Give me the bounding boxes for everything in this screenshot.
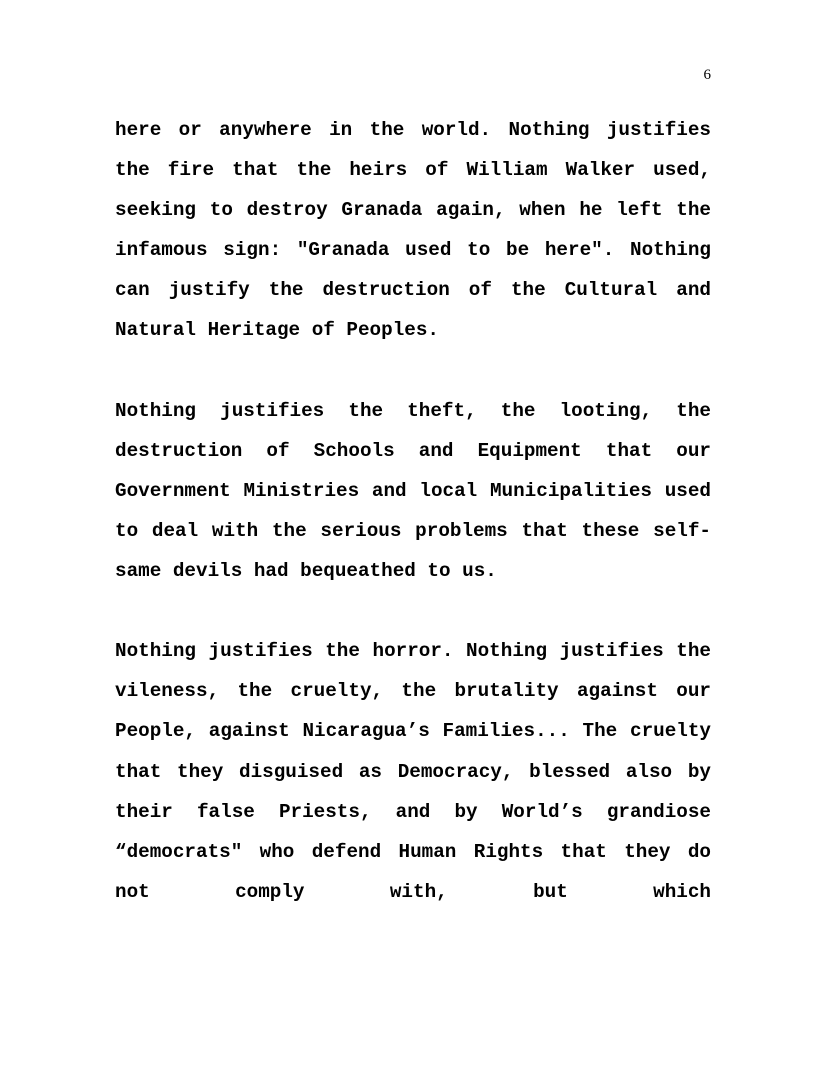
paragraph-2: Nothing justifies the theft, the looting, the destruction of Schools and Equipment that our Government Ministries and local Municipalities used to deal with the serious problems that these self-same devils had bequeathed to us. [115, 399, 711, 583]
page-number: 6 [703, 67, 711, 83]
paragraph-3: Nothing justifies the horror. Nothing justifies the vileness, the cruelty, the brutality against our People, against Nicaragua’s Families... The cruelty that they disguised as Democracy, blessed also by their false Priests, and by World’s grandiose “democrats" who defend Human Rights that they do not comply with, but which [115, 640, 711, 903]
paragraph-1: here or anywhere in the world. Nothing justifies the fire that the heirs of William Walker used, seeking to destroy Granada again, when he left the infamous sign: "Granada used to be here". Nothing can justify the destruction of the Cultural and Natural Heritage of Peoples. [115, 119, 711, 342]
body-text [115, 110, 711, 912]
